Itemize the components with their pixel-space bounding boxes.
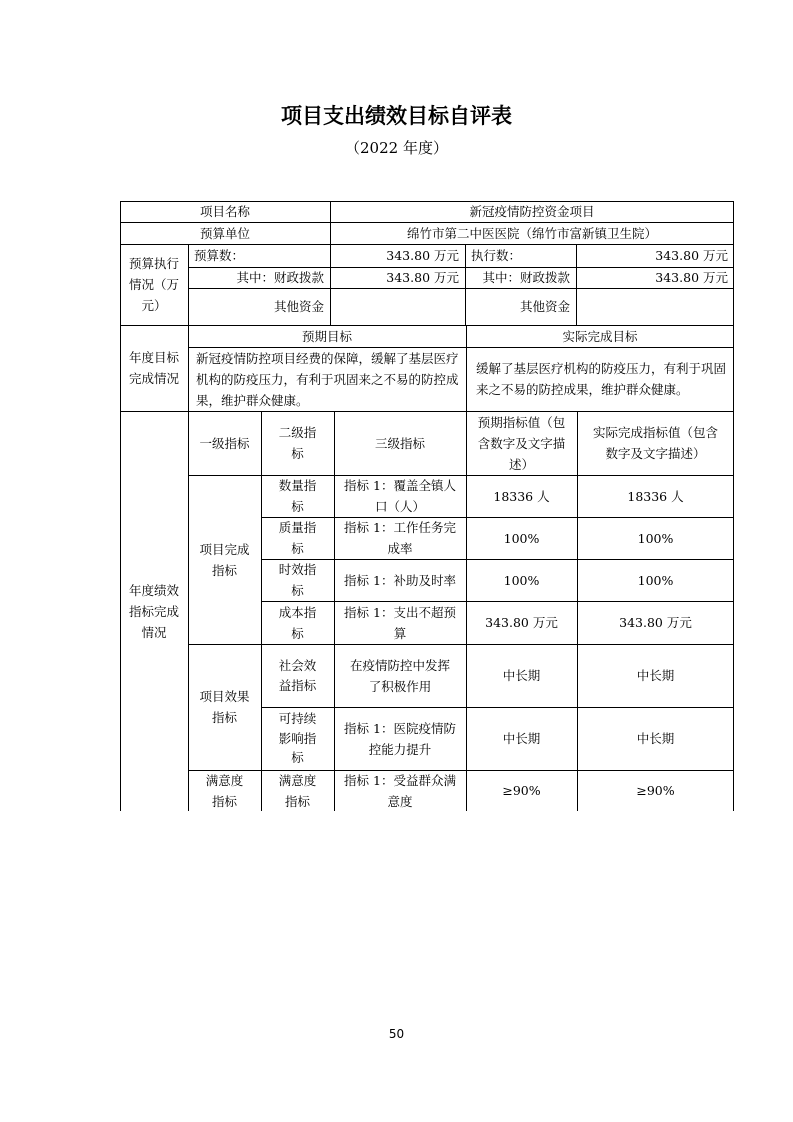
level3-prevention-capacity: 指标 1：医院疫情防控能力提升 [344,720,456,757]
actual-social-benefit: 中长期 [636,668,675,683]
level3-coverage: 指标 1：覆盖全镇人口（人） [344,478,456,514]
fiscal-allocation-label: 其中：财政拨款 [236,270,324,285]
performance-section-label: 年度绩效指标完成情况 [128,582,179,640]
budget-unit-value: 绵竹市第二中医医院（绵竹市富新镇卫生院） [406,225,657,241]
level2-timeliness: 时效指标 [278,562,317,598]
expected-satisfaction: ≥90% [502,783,541,798]
level1-header: 一级指标 [199,435,250,451]
level2-social-benefit: 社会效益指标 [278,658,317,693]
project-name-value: 新冠疫情防控资金项目 [469,204,595,219]
level3-task-completion: 指标 1：工作任务完成率 [344,520,456,556]
expected-value-header: 预期指标值（包含数字及文字描述） [477,414,566,472]
expected-goal-header: 预期目标 [301,328,352,344]
budget-amount-label: 预算数： [194,248,245,263]
other-funds-label: 其他资金 [273,299,324,314]
level3-beneficiary-satisfaction: 指标 1：受益群众满意度 [344,772,456,809]
budget-section-label: 预算执行情况（万元） [128,256,179,313]
level1-satisfaction: 满意度指标 [205,772,244,809]
actual-goal-text: 缓解了基层医疗机构的防疫压力，有利于巩固来之不易的防控成果，维护群众健康。 [476,361,727,397]
expected-coverage: 18336 人 [493,488,550,504]
level2-satisfaction: 满意度指标 [278,772,317,809]
other-funds-exec-label: 其他资金 [519,299,570,314]
level3-epidemic-role: 在疫情防控中发挥了积极作用 [349,657,450,694]
goals-section-label: 年度目标完成情况 [128,350,179,386]
actual-sustainable-impact: 中长期 [636,731,675,746]
actual-subsidy-timeliness: 100% [637,572,674,588]
level2-sustainable-impact: 可持续影响指标 [278,711,317,766]
level2-cost: 成本指标 [278,604,317,641]
executed-amount-label: 执行数： [471,248,522,263]
level2-header: 二级指标 [278,425,317,461]
other-funds-budget [330,288,465,325]
expected-subsidy-timeliness: 100% [503,572,540,588]
expected-sustainable-impact: 中长期 [502,731,541,746]
budget-amount-value: 343.80 万元 [386,248,459,263]
performance-evaluation-table [120,201,734,811]
expected-task-completion: 100% [503,530,540,546]
level3-header: 三级指标 [374,435,425,451]
level1-project-effect: 项目效果指标 [199,689,250,725]
fiscal-allocation-exec: 343.80 万元 [655,270,728,285]
level3-within-budget: 指标 1：支出不超预算 [344,604,456,641]
page-title: 项目支出绩效目标自评表 [281,104,512,128]
budget-unit-label: 预算单位 [199,225,250,241]
expected-within-budget: 343.80 万元 [485,615,558,630]
project-name-label: 项目名称 [199,204,250,219]
actual-within-budget: 343.80 万元 [619,615,692,630]
fiscal-year-subtitle: （2022 年度） [345,139,448,157]
actual-value-header: 实际完成指标值（包含数字及文字描述） [592,425,718,461]
page-number: 50 [388,1027,405,1041]
actual-coverage: 18336 人 [627,488,684,504]
actual-task-completion: 100% [637,530,674,546]
executed-amount-value: 343.80 万元 [655,248,728,263]
level1-project-completion: 项目完成指标 [199,541,250,578]
expected-goal-text: 新冠疫情防控项目经费的保障，缓解了基层医疗机构的防疫压力，有利于巩固来之不易的防控成果，维护群众健康。 [196,350,459,408]
fiscal-allocation-budget: 343.80 万元 [386,270,459,285]
level2-quantity: 数量指标 [278,478,317,514]
level2-quality: 质量指标 [278,520,317,556]
actual-goal-header: 实际完成目标 [562,328,638,344]
other-funds-exec [576,288,734,325]
level3-subsidy-timeliness: 指标 1：补助及时率 [344,572,456,588]
actual-satisfaction: ≥90% [636,783,675,798]
fiscal-allocation-exec-label: 其中：财政拨款 [482,270,570,285]
expected-social-benefit: 中长期 [502,668,541,683]
